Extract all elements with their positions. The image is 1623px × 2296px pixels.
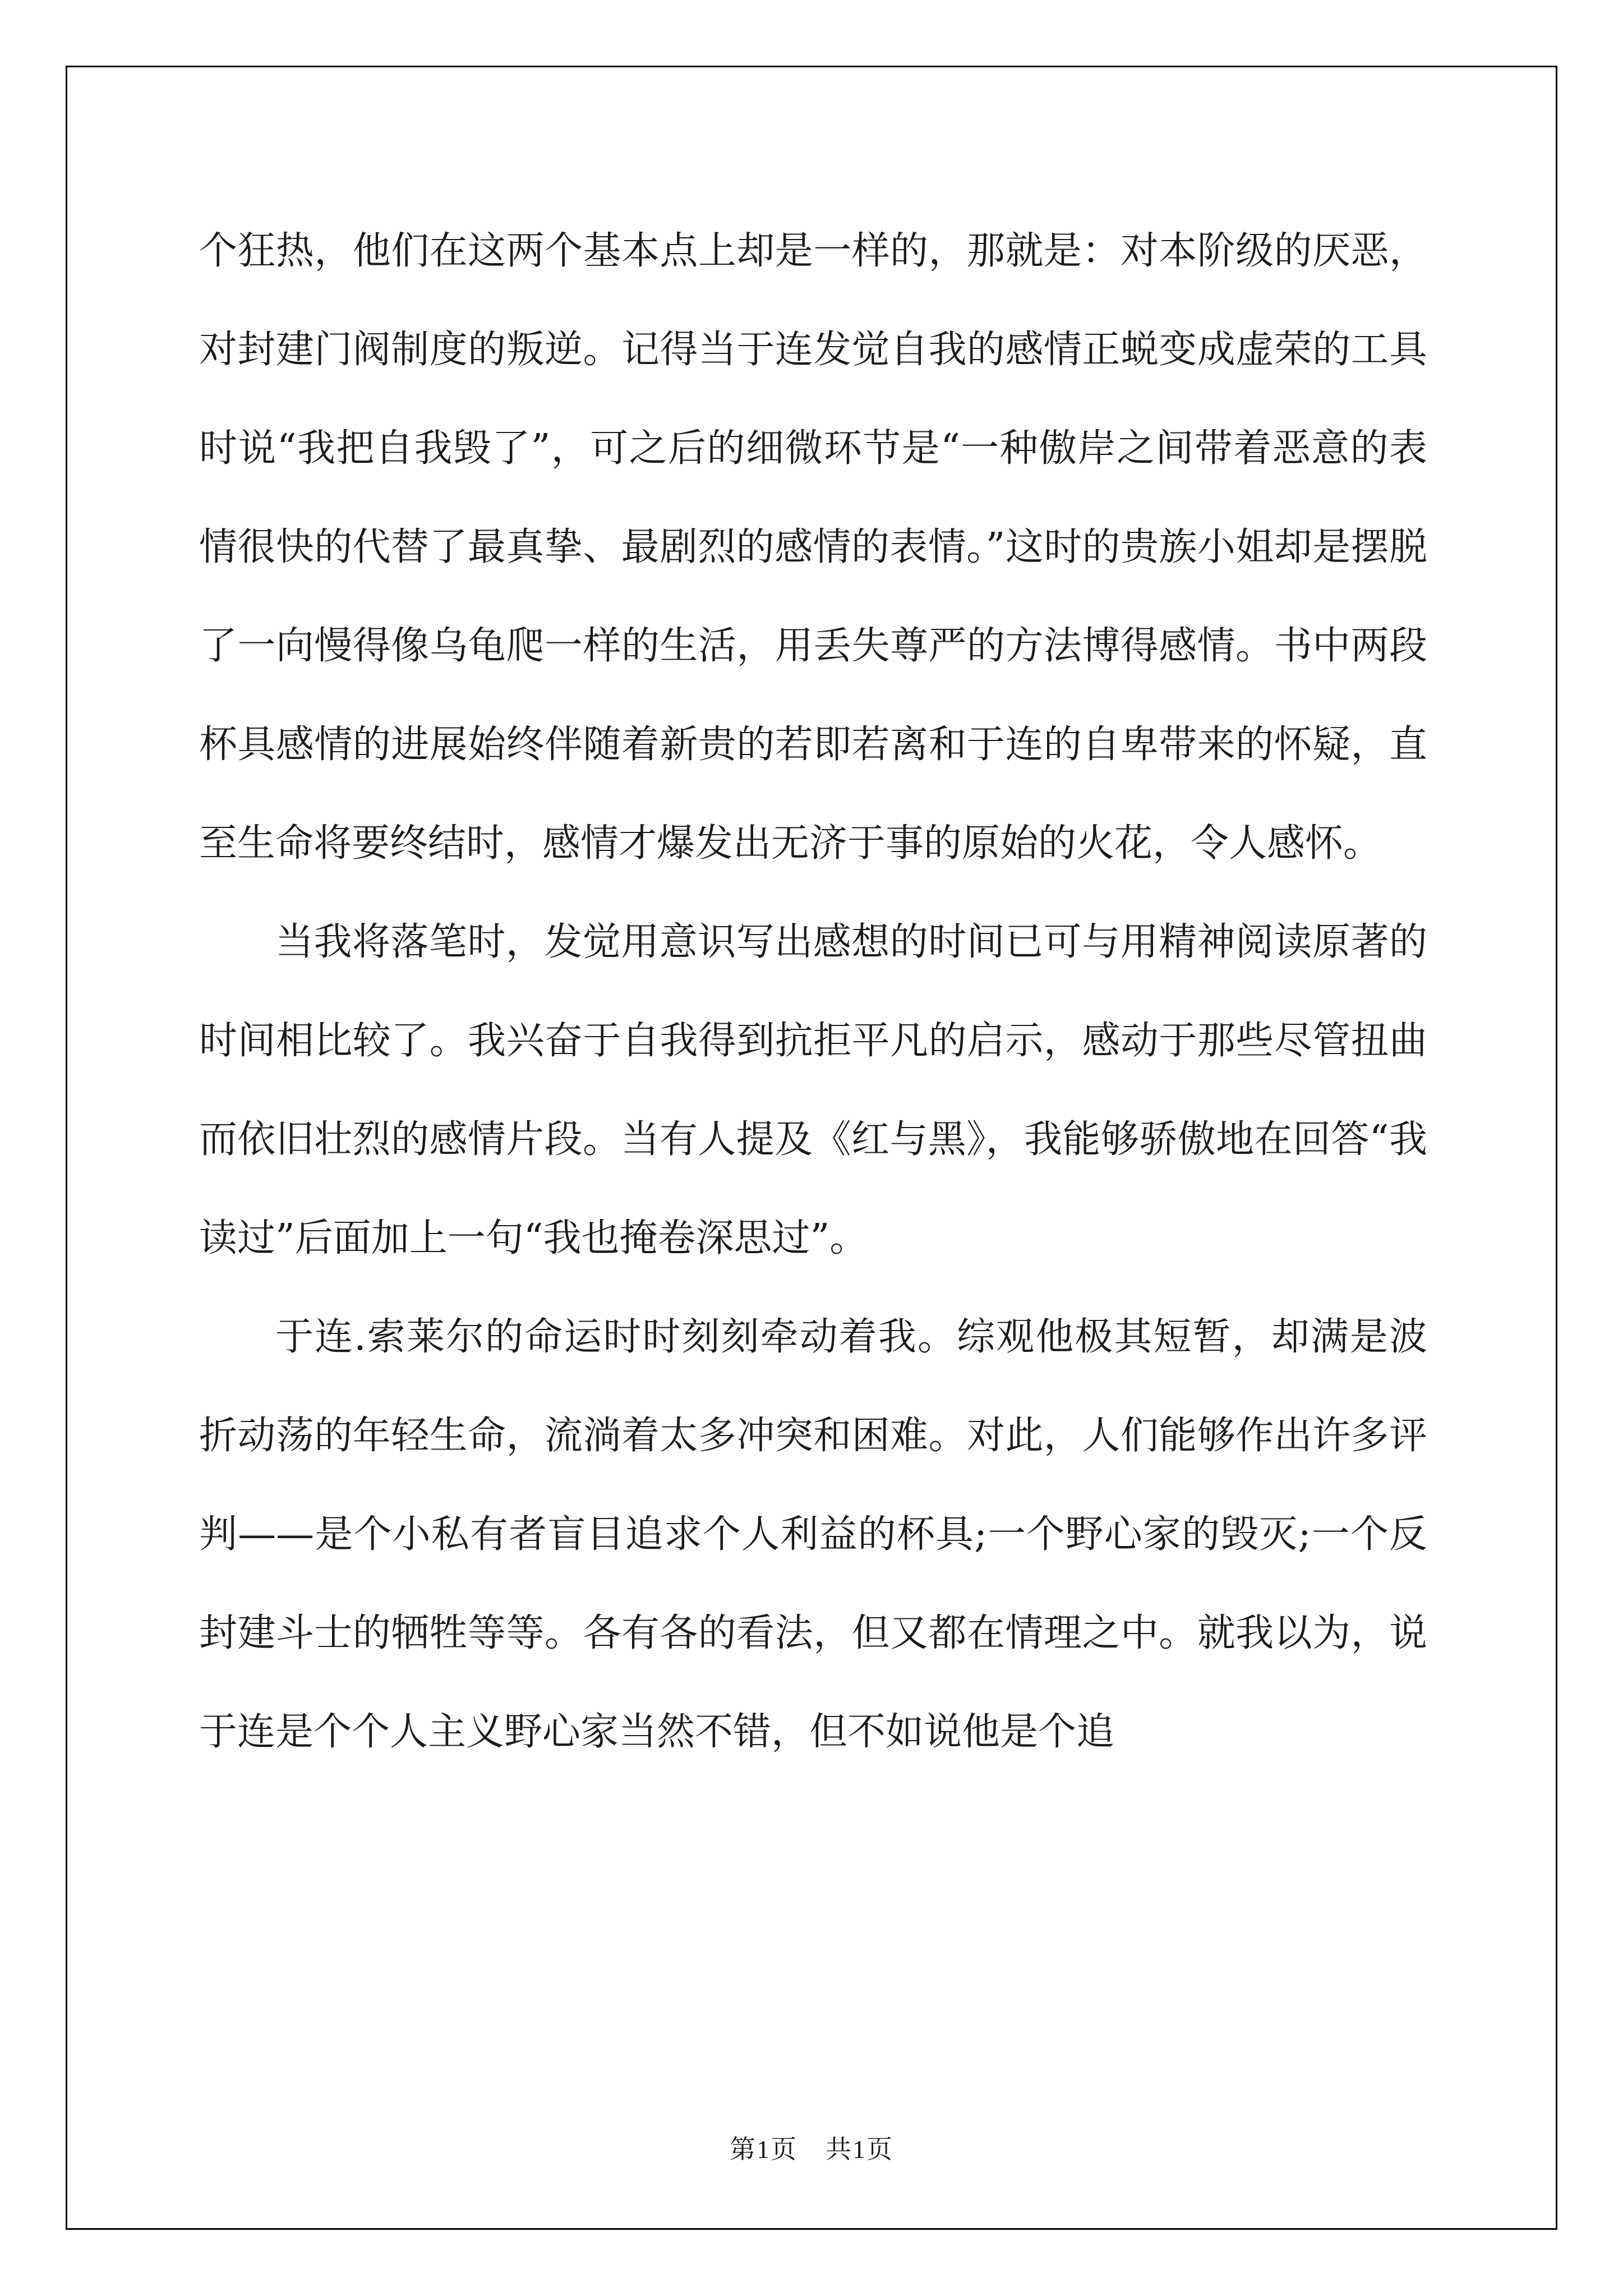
page-total: 共1页 [826, 2135, 893, 2164]
paragraph-3: 于连.索莱尔的命运时时刻刻牵动着我。综观他极其短暂，却满是波折动荡的年轻生命，流淌着太多冲突和困难。对此，人们能够作出许多评判——是个小私有者盲目追求个人利益的杯具;一个野心家的毁灭;一个反封建斗士的牺牲等等。各有各的看法，但又都在情理之中。就我以为，说于连是个个人主义野心家当然不错，但不如说他是个追 [199, 1315, 1427, 1754]
page-number: 第1页 [730, 2135, 797, 2164]
document-body [199, 202, 1427, 1782]
paragraph-2: 当我将落笔时，发觉用意识写出感想的时间已可与用精神阅读原著的时间相比较了。我兴奋于自我得到抗拒平凡的启示，感动于那些尽管扭曲而依旧壮烈的感情片段。当有人提及《红与黑》，我能够骄傲地在回答“我读过”后面加上一句“我也掩卷深思过”。 [199, 920, 1427, 1260]
paragraph-1: 个狂热，他们在这两个基本点上却是一样的，那就是：对本阶级的厌恶，对封建门阀制度的叛逆。记得当于连发觉自我的感情正蜕变成虚荣的工具时说“我把自我毁了”，可之后的细微环节是“一种傲岸之间带着恶意的表情很快的代替了最真挚、最剧烈的感情的表情。”这时的贵族小姐却是摆脱了一向慢得像乌龟爬一样的生活，用丢失尊严的方法博得感情。书中两段杯具感情的进展始终伴随着新贵的若即若离和于连的自卑带来的怀疑，直至生命将要终结时，感情才爆发出无济于事的原始的火花，令人感怀。 [199, 229, 1427, 866]
page-footer [0, 2129, 1623, 2166]
